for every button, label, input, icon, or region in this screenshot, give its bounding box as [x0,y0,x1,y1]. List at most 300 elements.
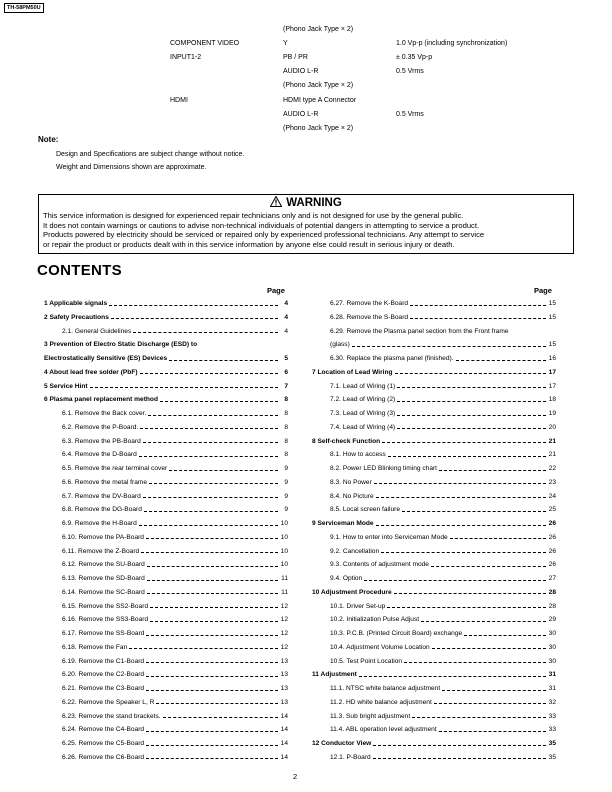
toc-entry-label: 11.2. HD white balance adjustment [330,698,432,706]
warning-line: Products powered by electricity should be serviced or repaired only by experienced professional technicians. Any attempt to service [43,230,485,239]
toc-leader [456,360,546,361]
toc-entry-label: 12 Conductor View [312,740,372,747]
toc-entry-page: 14 [280,740,288,747]
toc-entry[interactable] [44,396,288,404]
toc-entry[interactable] [330,699,556,707]
spec-cell: (Phono Jack Type × 2) [283,26,354,33]
toc-entry-page: 30 [548,643,556,651]
toc-entry-page: 10 [280,547,288,555]
toc-entry-page: 12 [280,630,288,637]
toc-entry-label: 10.2. Initialization Pulse Adjust [330,616,420,624]
spec-cell: COMPONENT VIDEO [170,40,240,48]
spec-cell: HDMI type A Connector [283,96,357,104]
note-title: Note: [38,135,59,144]
toc-entry-label: 5 Service Hint [44,382,88,390]
toc-entry-page: 21 [548,437,556,445]
toc-leader [374,483,546,484]
toc-entry[interactable] [62,754,288,762]
toc-leader [397,401,546,402]
toc-entry-page: 29 [548,616,556,624]
toc-leader [439,731,546,732]
toc-leader [404,662,546,663]
toc-entry[interactable] [330,726,556,734]
toc-entry[interactable] [44,355,288,363]
page-column-header-right: Page [534,286,552,295]
toc-leader [140,373,278,374]
toc-entry-label: 6.17. Remove the SS-Board [62,630,145,637]
toc-leader [143,442,278,443]
toc-entry[interactable] [312,438,556,446]
warning-text [43,211,571,249]
toc-entry-page: 11 [281,575,288,582]
toc-entry-label: 6.10. Remove the PA-Board [62,533,144,541]
toc-leader [376,525,546,526]
toc-entry-page: 35 [548,753,556,761]
toc-entry-page: 10 [280,561,288,569]
toc-entry[interactable] [44,383,288,391]
note-line: Weight and Dimensions shown are approximate. [56,164,207,171]
toc-entry-label: 11.4. ABL operation level adjustment [330,726,437,734]
warning-line: It does not contain warnings or cautions to advise non-technical individuals of potential dangers in attempting to service a product. [43,220,480,230]
toc-entry-label: 6.8. Remove the DG-Board [62,506,142,514]
toc-entry[interactable] [330,424,556,432]
toc-entry[interactable] [330,355,556,363]
toc-entry-page: 30 [548,657,556,665]
toc-entry-page: 8 [284,396,288,404]
toc-entry-page: 27 [548,575,556,582]
toc-entry-page: 9 [284,465,288,472]
toc-entry-label: 6.1. Remove the Back cover. [62,410,147,417]
toc-leader [434,703,546,704]
toc-entry-page: 13 [280,671,288,679]
toc-entry-page: 17 [548,368,556,376]
toc-entry-page: 9 [284,506,288,514]
toc-leader [388,456,546,457]
toc-entry[interactable] [330,548,556,556]
toc-entry[interactable] [62,630,288,638]
toc-leader [147,566,278,567]
toc-entry-page: 30 [548,630,556,637]
toc-entry-page: 11 [281,588,288,596]
toc-entry-label: 8.5. Local screen failure [330,506,401,514]
toc-entry-label: 6.14. Remove the SC-Board [62,588,145,596]
toc-leader [431,566,546,567]
toc-entry[interactable] [330,534,556,542]
toc-entry[interactable] [44,314,288,322]
toc-entry-page: 25 [548,506,556,514]
toc-entry[interactable] [330,410,556,418]
toc-leader [373,758,546,759]
warning-heading [39,196,573,210]
toc-entry[interactable] [62,699,288,707]
toc-entry-page: 26 [548,520,556,527]
toc-entry[interactable] [62,451,288,459]
toc-entry[interactable] [44,300,288,308]
toc-entry-page: 13 [280,657,288,665]
toc-entry[interactable] [330,396,556,404]
toc-entry-page: 33 [548,726,556,734]
spec-cell: 1.0 Vp-p (including synchronization) [396,40,508,48]
toc-leader [156,703,278,704]
toc-entry[interactable] [62,465,288,473]
toc-leader [109,305,278,306]
toc-leader [439,470,546,471]
toc-entry[interactable] [312,671,556,679]
toc-entry-page: 8 [284,410,288,417]
toc-entry[interactable] [62,493,288,501]
toc-entry[interactable] [62,685,288,693]
toc-entry-label: 9.3. Contents of adjustment mode [330,561,429,569]
toc-entry-label: 3 Prevention of Electro Static Discharge (ESD) to [44,341,198,349]
toc-leader [147,593,278,594]
toc-leader [146,635,278,636]
toc-entry-label: 6.26. Remove the C6-Board [62,753,145,761]
toc-entry-page: 35 [548,740,556,747]
toc-entry-page: 13 [280,698,288,706]
toc-entry-page: 8 [284,451,288,459]
toc-entry-label: 4 About lead free solder (PbF) [44,368,138,376]
toc-entry[interactable] [62,603,288,611]
toc-entry-label: 6.18. Remove the Fan [62,643,128,651]
toc-leader [364,580,546,581]
toc-entry-label: 11.3. Sub bright adjustment [330,712,411,720]
toc-entry[interactable] [62,561,288,569]
warning-box [38,194,574,254]
spec-cell: (Phono Jack Type × 2) [283,124,354,132]
toc-entry[interactable] [330,685,556,693]
toc-entry[interactable] [330,506,556,514]
toc-entry[interactable] [330,644,556,652]
toc-entry[interactable] [330,754,556,762]
toc-entry-page: 14 [280,726,288,734]
toc-entry-page: 33 [548,712,556,720]
toc-entry[interactable] [330,561,556,569]
spec-cell: 0.5 Vrms [396,110,424,118]
toc-leader [150,621,278,622]
toc-entry-label: 6.9. Remove the H-Board [62,520,137,527]
toc-entry-label: (glass) [330,341,350,349]
toc-entry[interactable] [62,424,288,432]
toc-entry[interactable] [62,671,288,679]
toc-entry-label: 6.16. Remove the SS3-Board [62,616,149,624]
toc-leader [352,346,546,347]
toc-entry-label: 6.24. Remove the C4-Board [62,726,145,734]
toc-entry[interactable] [330,451,556,459]
toc-entry-label: 6.29. Remove the Plasma panel section from the Front frame [330,327,509,335]
toc-entry[interactable] [62,534,288,542]
toc-entry-label: 2.1. General Guidelines [62,327,132,335]
toc-entry-page: 15 [548,341,556,349]
toc-entry-page: 31 [548,685,556,692]
toc-entry-page: 5 [284,355,288,362]
spec-cell: INPUT1-2 [170,54,202,62]
toc-entry-label: 6.4. Remove the D-Board [62,451,137,459]
spec-cell: HDMI [170,96,188,104]
toc-entry-label: 9.2. Cancellation [330,547,380,555]
toc-leader [410,318,546,319]
page-number: 2 [293,772,298,781]
toc-leader [450,538,546,539]
toc-entry-label: 6.27. Remove the K-Board [330,300,409,307]
toc-leader [160,401,278,402]
toc-entry-label: 6.11. Remove the Z-Board [62,547,140,555]
toc-entry[interactable] [330,616,556,624]
toc-entry-label: 11.1. NTSC white balance adjustment [330,685,441,692]
toc-entry[interactable] [330,341,556,349]
spec-cell: (Phono Jack Type × 2) [283,82,354,90]
toc-entry-page: 28 [548,588,556,596]
toc-leader [143,497,278,498]
toc-entry-label: 6.23. Remove the stand brackets. [62,712,161,720]
toc-entry-page: 14 [280,712,288,720]
toc-entry-label: 7.3. Lead of Wiring (3) [330,410,396,417]
toc-entry-label: 9.1. How to enter into Serviceman Mode [330,533,448,541]
toc-entry-page: 26 [548,547,556,555]
toc-entry-page: 32 [548,698,556,706]
toc-leader [432,648,546,649]
toc-leader [133,332,278,333]
toc-entry-label: 7.2. Lead of Wiring (2) [330,396,396,404]
toc-entry-page: 13 [280,685,288,692]
toc-leader [382,442,546,443]
toc-entry[interactable] [62,616,288,624]
toc-leader [169,470,278,471]
toc-entry[interactable] [330,713,556,721]
toc-entry-label: 8.4. No Picture [330,492,374,500]
toc-leader [147,580,278,581]
toc-entry-page: 15 [548,300,556,307]
toc-entry-label: 8 Self-check Function [312,437,381,445]
toc-entry[interactable] [62,438,288,446]
toc-entry-label: 7 Location of Lead Wiring [312,368,393,376]
toc-entry-label: 6.15. Remove the SS2-Board [62,602,149,610]
toc-entry-label: 7.4. Lead of Wiring (4) [330,423,396,431]
toc-entry[interactable] [62,575,288,583]
toc-entry-label: 6.6. Remove the metal frame [62,478,148,486]
toc-entry-label: 8.3. No Power [330,478,372,486]
toc-entry-label: 11 Adjustment [312,671,357,679]
toc-entry[interactable] [62,328,288,336]
toc-entry[interactable] [312,589,556,597]
toc-entry-page: 24 [548,492,556,500]
toc-leader [149,483,278,484]
toc-leader [410,305,546,306]
toc-entry-label: 10.1. Driver Set-up [330,602,386,610]
toc-entry[interactable] [62,740,288,748]
toc-entry-page: 31 [548,671,556,679]
toc-entry-page: 8 [284,423,288,431]
toc-leader [111,318,278,319]
toc-entry-page: 10 [280,520,288,527]
toc-entry[interactable] [62,479,288,487]
toc-leader [148,415,278,416]
toc-leader [163,717,278,718]
toc-leader [146,538,278,539]
toc-entry-page: 12 [280,616,288,624]
toc-leader [394,593,546,594]
toc-entry-page: 12 [280,643,288,651]
toc-entry[interactable] [330,479,556,487]
toc-leader [146,758,278,759]
toc-entry-page: 17 [548,382,556,390]
toc-entry[interactable] [330,658,556,666]
toc-entry[interactable] [330,314,556,322]
toc-leader [373,745,546,746]
toc-leader [387,607,546,608]
toc-entry[interactable] [312,369,556,377]
toc-entry-label: 6.28. Remove the S-Board [330,313,409,321]
toc-leader [146,662,278,663]
toc-entry[interactable] [330,493,556,501]
toc-entry-label: 6.12. Remove the SU-Board [62,561,145,569]
toc-entry[interactable] [62,548,288,556]
toc-entry[interactable] [62,644,288,652]
toc-entry-page: 15 [548,313,556,321]
toc-leader [402,511,546,512]
toc-leader [169,360,278,361]
toc-leader [464,635,546,636]
toc-entry-page: 14 [280,753,288,761]
toc-entry-page: 9 [284,492,288,500]
toc-entry-label: 6.20. Remove the C2-Board [62,671,145,679]
toc-entry-page: 22 [548,465,556,472]
toc-entry-page: 23 [548,478,556,486]
toc-leader [381,552,546,553]
toc-entry-label: 6.7. Remove the DV-Board [62,492,141,500]
toc-leader [139,456,278,457]
toc-entry[interactable] [62,658,288,666]
toc-entry[interactable] [330,630,556,638]
toc-leader [144,511,278,512]
warning-title: WARNING [286,197,342,209]
toc-entry-page: 8 [284,437,288,445]
model-tag: TH-58PM50U [4,3,44,13]
toc-entry[interactable] [62,589,288,597]
toc-entry-label: 6.21. Remove the C3-Board [62,685,145,692]
toc-entry[interactable] [312,740,556,748]
toc-entry[interactable] [62,410,288,418]
toc-entry[interactable] [330,383,556,391]
toc-entry-label: 6.30. Replace the plasma panel (finished). [330,355,454,362]
toc-entry[interactable] [62,520,288,528]
toc-entry-label: 10.3. P.C.B. (Printed Circuit Board) exchange [330,630,463,637]
toc-entry[interactable] [44,341,288,349]
toc-entry-label: 6.2. Remove the P-Board. [62,423,139,431]
toc-entry-page: 20 [548,423,556,431]
toc-entry-label: 1 Applicable signals [44,300,108,307]
contents-title: CONTENTS [37,262,122,279]
toc-entry-label: 6 Plasma panel replacement method [44,396,158,404]
toc-leader [397,415,546,416]
spec-cell: 0.5 Vrms [396,68,424,76]
toc-leader [146,745,278,746]
toc-entry-page: 4 [284,327,288,335]
toc-leader [412,717,546,718]
toc-leader [140,428,278,429]
toc-leader [442,690,546,691]
toc-leader [359,676,546,677]
toc-entry-page: 4 [284,300,288,307]
spec-cell: PB / PR [283,54,308,62]
spec-cell: AUDIO L-R [283,110,319,118]
page-column-header-left: Page [267,286,285,295]
note-line: Design and Specifications are subject change without notice. [56,151,245,158]
spec-cell: ± 0.35 Vp-p [396,54,433,62]
toc-entry-page: 7 [284,382,288,390]
toc-entry-page: 12 [280,602,288,610]
toc-entry-label: 8.2. Power LED Blinking timing chart [330,465,438,472]
spec-cell: Y [283,40,288,48]
toc-entry[interactable] [62,713,288,721]
toc-entry[interactable] [312,520,556,528]
toc-entry[interactable] [330,575,556,583]
toc-leader [90,387,278,388]
toc-entry-label: 8.1. How to access [330,451,386,459]
spec-cell: AUDIO L-R [283,68,319,76]
toc-leader [141,552,278,553]
toc-entry-label: 10 Adjustment Procedure [312,588,392,596]
toc-entry-page: 26 [548,533,556,541]
toc-leader [146,690,278,691]
toc-entry-label: 6.3. Remove the PB-Board [62,437,141,445]
toc-entry-page: 19 [548,410,556,417]
toc-entry-label: 9 Serviceman Mode [312,520,374,527]
toc-entry-label: 9.4. Option [330,575,363,582]
toc-leader [395,373,546,374]
toc-entry[interactable] [62,726,288,734]
toc-entry-page: 4 [284,313,288,321]
warning-line: or repair the product or products dealt with in this service information by anyone else could result in serious injury or death. [43,239,455,249]
toc-entry[interactable] [330,300,556,308]
toc-entry-label: 6.13. Remove the SD-Board [62,575,145,582]
toc-entry-page: 26 [548,561,556,569]
toc-entry-page: 18 [548,396,556,404]
toc-entry[interactable] [330,328,556,336]
toc-entry-label: 6.22. Remove the Speaker L, R [62,698,155,706]
toc-leader [146,676,278,677]
warning-triangle-icon [270,196,282,207]
toc-entry-page: 9 [284,478,288,486]
toc-entry[interactable] [62,506,288,514]
toc-entry-page: 21 [548,451,556,459]
toc-entry-label: 2 Safety Precautions [44,313,109,321]
toc-entry-label: 6.19. Remove the C1-Board [62,657,145,665]
toc-entry-label: 6.25. Remove the C5-Board [62,740,145,747]
toc-leader [150,607,278,608]
toc-leader [397,428,546,429]
toc-entry[interactable] [330,465,556,473]
toc-entry-label: Electrostatically Sensitive (ES) Devices [44,355,168,362]
toc-leader [129,648,278,649]
toc-entry[interactable] [330,603,556,611]
toc-entry-page: 16 [548,355,556,362]
toc-entry-label: 7.1. Lead of Wiring (1) [330,382,396,390]
toc-entry-label: 12.1. P-Board [330,753,371,761]
warning-line: This service information is designed for experienced repair technicians only and is not designed for use by the general public. [43,211,464,220]
toc-entry-label: 10.5. Test Point Location [330,657,403,665]
toc-leader [376,497,546,498]
toc-leader [146,731,278,732]
toc-leader [421,621,546,622]
toc-entry-page: 6 [284,368,288,376]
toc-entry-page: 10 [280,533,288,541]
toc-entry-page: 28 [548,602,556,610]
toc-leader [397,387,546,388]
toc-leader [139,525,278,526]
toc-entry[interactable] [44,369,288,377]
toc-entry-label: 6.5. Remove the rear terminal cover [62,465,168,472]
toc-entry-label: 10.4. Adjustment Volume Location [330,643,430,651]
